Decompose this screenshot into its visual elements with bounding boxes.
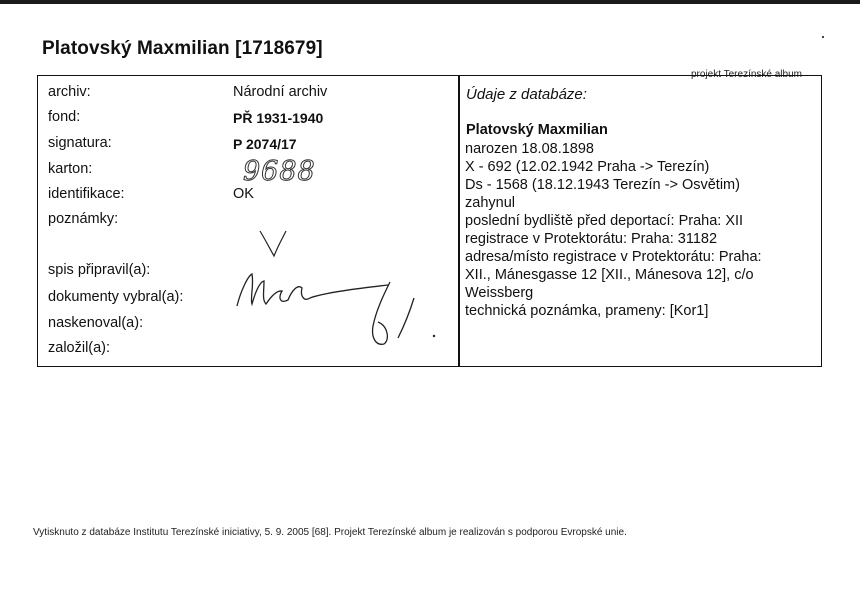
detail-line: technická poznámka, prameny: [Kor1] xyxy=(465,303,709,319)
field-label-dokumenty-vybral: dokumenty vybral(a): xyxy=(48,289,184,305)
detail-line: Ds - 1568 (18.12.1943 Terezín -> Osvětim) xyxy=(465,177,740,193)
detail-line: registrace v Protektorátu: Praha: 31182 xyxy=(465,231,718,247)
detail-line: XII., Mánesgasse 12 [XII., Mánesova 12], c/o xyxy=(465,267,754,283)
field-label-zalozil: založil(a): xyxy=(48,340,111,356)
field-label-archiv: archiv: xyxy=(48,84,91,100)
field-label-naskenoval: naskenoval(a): xyxy=(48,315,144,331)
detail-line: zahynul xyxy=(465,195,515,211)
field-label-poznamky: poznámky: xyxy=(48,211,119,227)
database-details xyxy=(465,140,805,320)
person-name: Platovský Maxmilian xyxy=(466,122,608,138)
detail-line: Weissberg xyxy=(465,285,534,301)
record-card xyxy=(37,75,822,367)
detail-line: poslední bydliště před deportací: Praha: XII xyxy=(465,213,744,229)
handwritten-signature xyxy=(38,76,458,366)
field-label-fond: fond: xyxy=(48,109,81,125)
handwritten-karton-text: 9688 xyxy=(243,156,316,187)
database-heading: Údaje z databáze: xyxy=(466,86,587,103)
scan-speck xyxy=(822,36,824,38)
field-value-fond: PŘ 1931-1940 xyxy=(233,110,324,126)
print-footer: Vytisknuto z databáze Institutu Terezínské iniciativy, 5. 9. 2005 [68]. Projekt Terezínské album je realizován s podporou Evropské unie. xyxy=(33,527,627,538)
detail-line: narozen 18.08.1898 xyxy=(465,141,594,157)
scan-top-edge xyxy=(0,0,860,4)
field-label-karton: karton: xyxy=(48,161,93,177)
field-label-identifikace: identifikace: xyxy=(48,186,125,202)
field-value-archiv: Národní archiv xyxy=(233,84,328,100)
field-label-signatura: signatura: xyxy=(48,135,112,151)
field-value-identifikace: OK xyxy=(233,186,254,202)
detail-line: X - 692 (12.02.1942 Praha -> Terezín) xyxy=(465,159,710,175)
detail-line: adresa/místo registrace v Protektorátu: Praha: xyxy=(465,249,762,265)
page-title: Platovský Maxmilian [1718679] xyxy=(42,38,323,59)
field-value-signatura: P 2074/17 xyxy=(233,136,297,152)
project-label: projekt Terezínské album xyxy=(691,69,802,80)
field-label-spis-pripravil: spis připravil(a): xyxy=(48,262,151,278)
column-divider xyxy=(458,76,460,366)
